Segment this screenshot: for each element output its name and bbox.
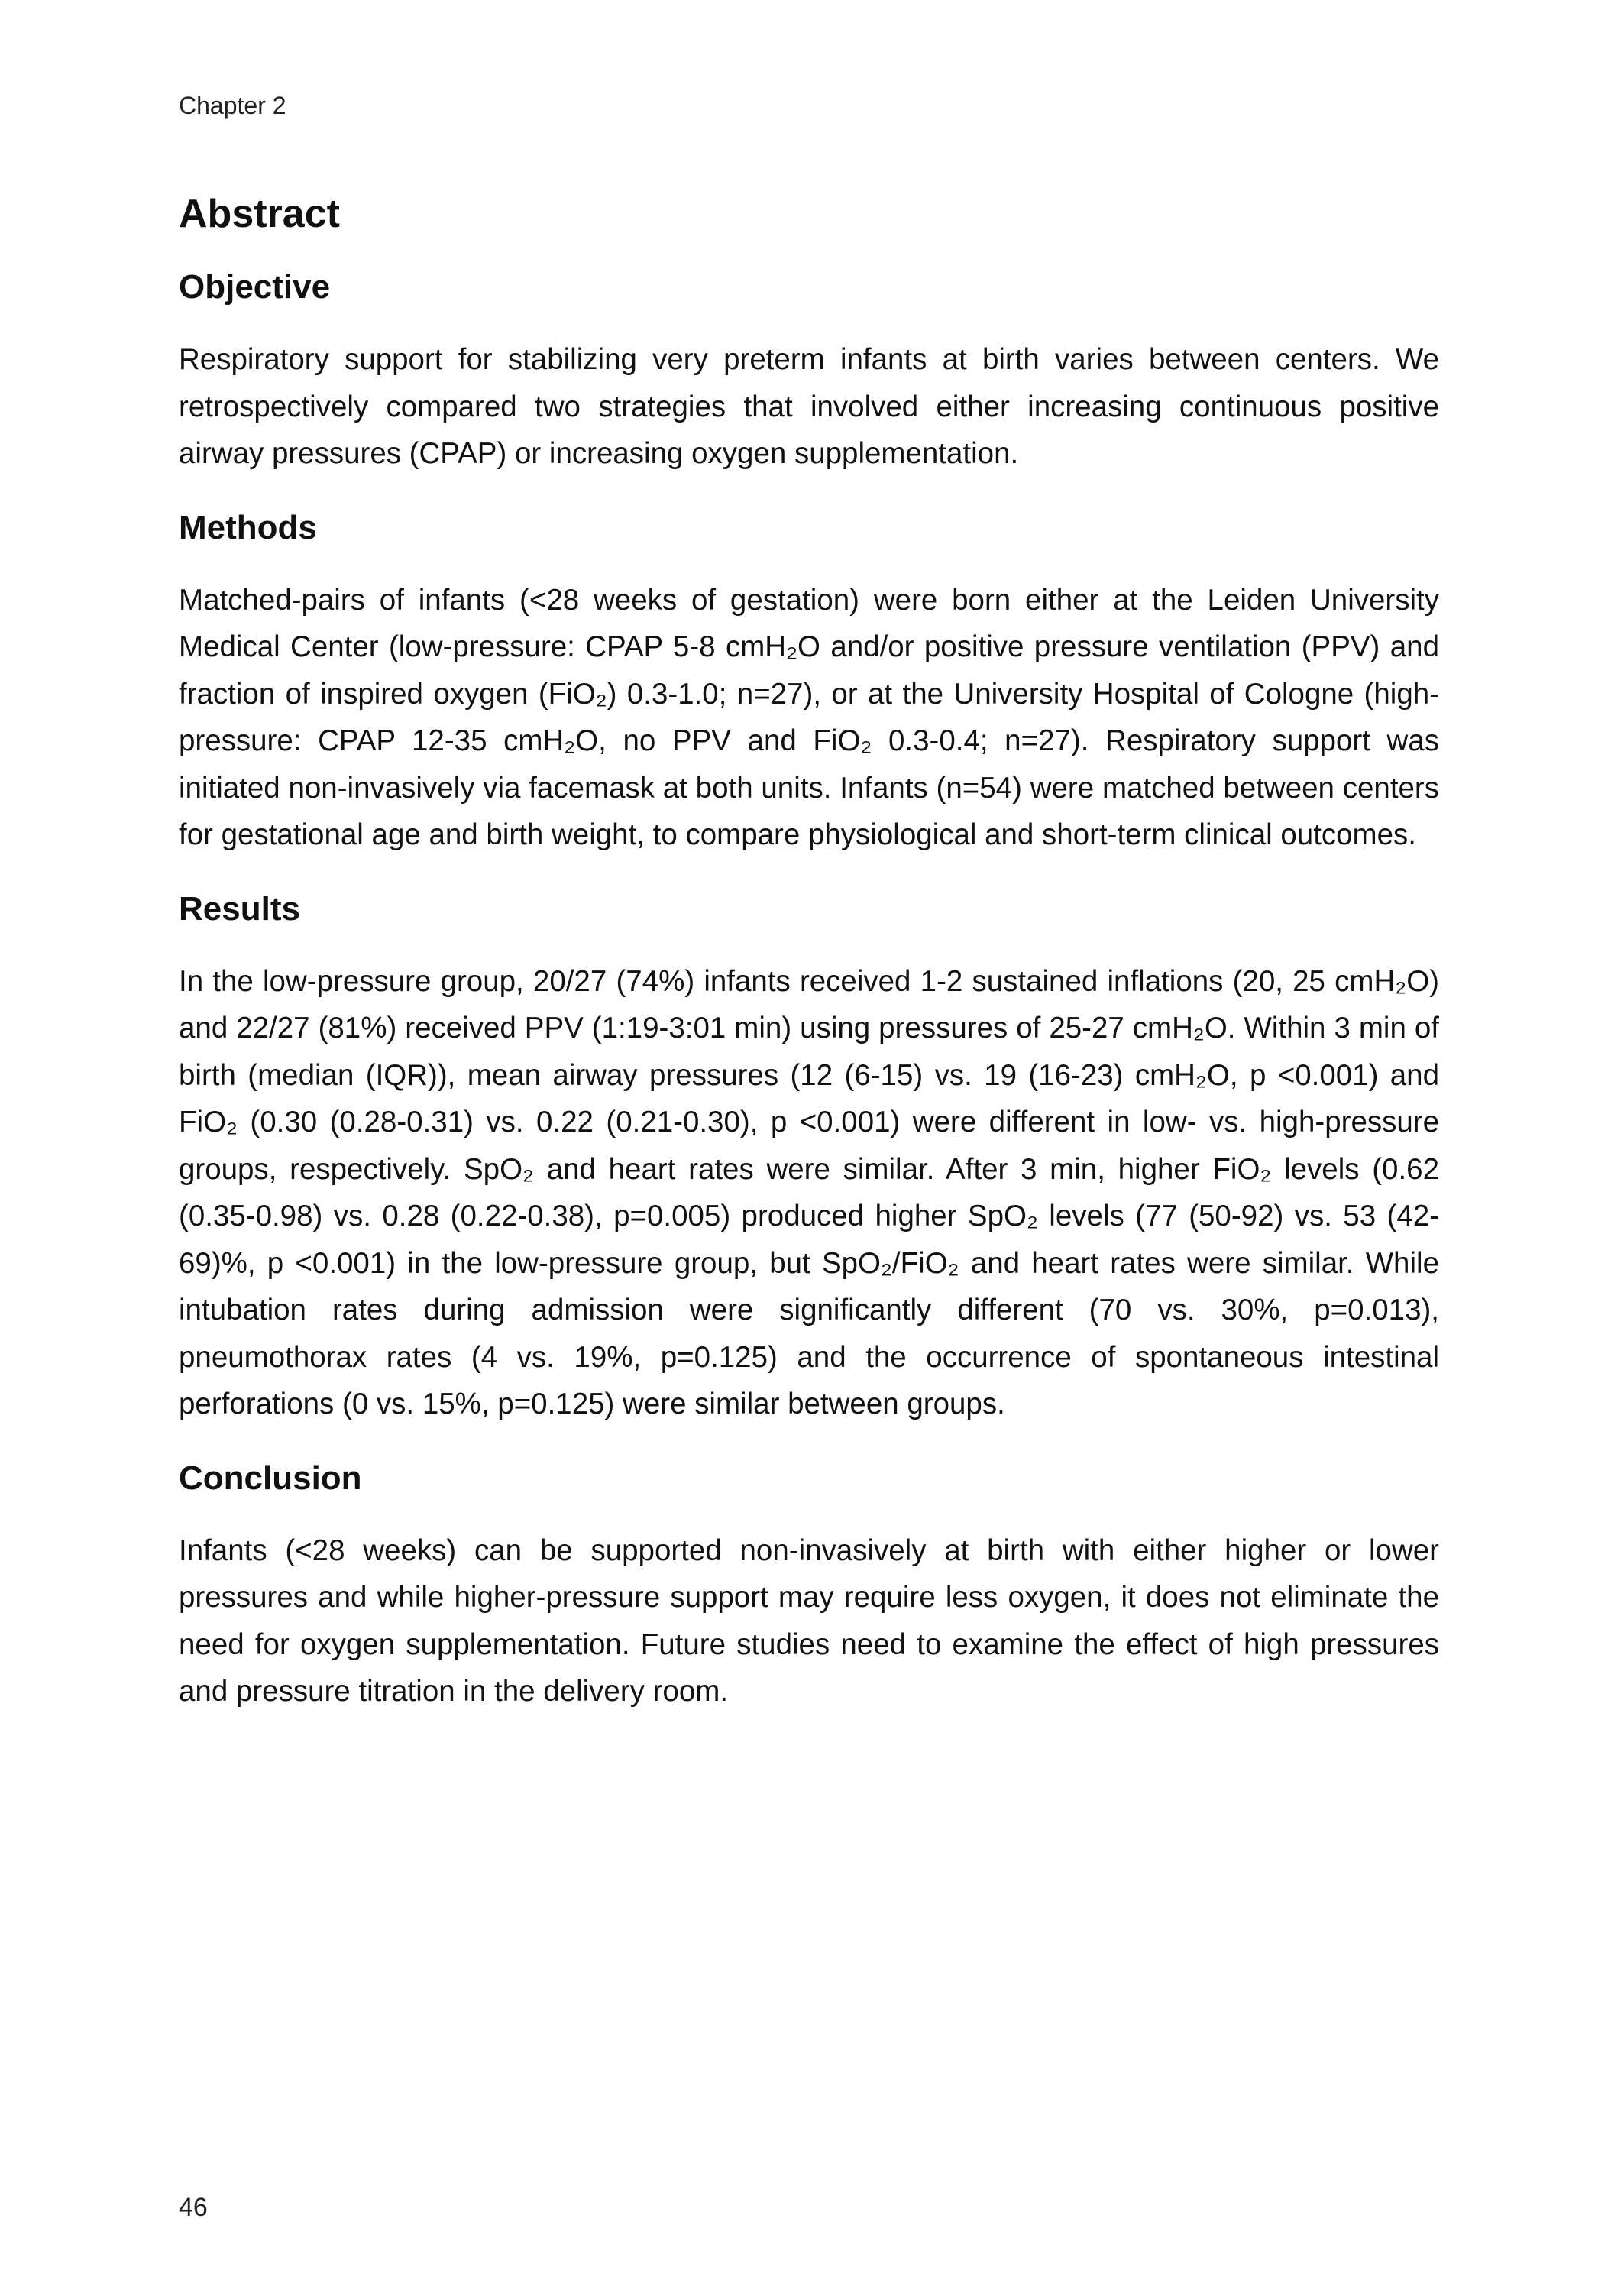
methods-body: Matched-pairs of infants (<28 weeks of gestation) were born either at the Leiden University Medical Center (low-pressure: CPAP 5-8 cmH₂O and/or positive pressure ventilation (PPV) and fraction of inspired oxygen (FiO₂) 0.3-1.0; n=27), or at the University Hospital of Cologne (high-pressure: CPAP 12-35 cmH₂O, no PPV and FiO₂ 0.3-0.4; n=27). Respiratory support was initiated non-invasively via facemask at both units. Infants (n=54) were matched between centers for gestational age and birth weight, to compare physiological and short-term clinical outcomes. bbox=[179, 583, 1439, 851]
methods-heading: Methods bbox=[179, 508, 317, 546]
abstract-content bbox=[179, 191, 1439, 1746]
objective-heading: Objective bbox=[179, 268, 331, 306]
conclusion-heading: Conclusion bbox=[179, 1459, 362, 1497]
objective-body: Respiratory support for stabilizing very preterm infants at birth varies between centers. We retrospectively compared two strategies that involved either increasing continuous positive airway pressures (CPAP) or increasing oxygen supplementation. bbox=[179, 343, 1439, 470]
conclusion-body: Infants (<28 weeks) can be supported non-invasively at birth with either higher or lower pressures and while higher-pressure support may require less oxygen, it does not eliminate the need for oxygen supplementation. Future studies need to examine the effect of high pressures and pressure titration in the delivery room. bbox=[179, 1534, 1439, 1708]
results-body: In the low-pressure group, 20/27 (74%) infants received 1-2 sustained inflations (20, 25 cmH₂O) and 22/27 (81%) received PPV (1:19-3:01 min) using pressures of 25-27 cmH₂O. Within 3 min of birth (median (IQR)), mean airway pressures (12 (6-15) vs. 19 (16-23) cmH₂O, p <0.001) and FiO₂ (0.30 (0.28-0.31) vs. 0.22 (0.21-0.30), p <0.001) were different in low- vs. high-pressure groups, respectively. SpO₂ and heart rates were similar. After 3 min, higher FiO₂ levels (0.62 (0.35-0.98) vs. 0.28 (0.22-0.38), p=0.005) produced higher SpO₂ levels (77 (50-92) vs. 53 (42-69)%, p <0.001) in the low-pressure group, but SpO₂/FiO₂ and heart rates were similar. While intubation rates during admission were significantly different (70 vs. 30%, p=0.013), pneumothorax rates (4 vs. 19%, p=0.125) and the occurrence of spontaneous intestinal perforations (0 vs. 15%, p=0.125) were similar between groups. bbox=[179, 964, 1439, 1420]
chapter-header: Chapter 2 bbox=[179, 92, 286, 119]
page-number: 46 bbox=[179, 2193, 208, 2222]
abstract-title: Abstract bbox=[179, 192, 340, 236]
results-heading: Results bbox=[179, 889, 300, 928]
